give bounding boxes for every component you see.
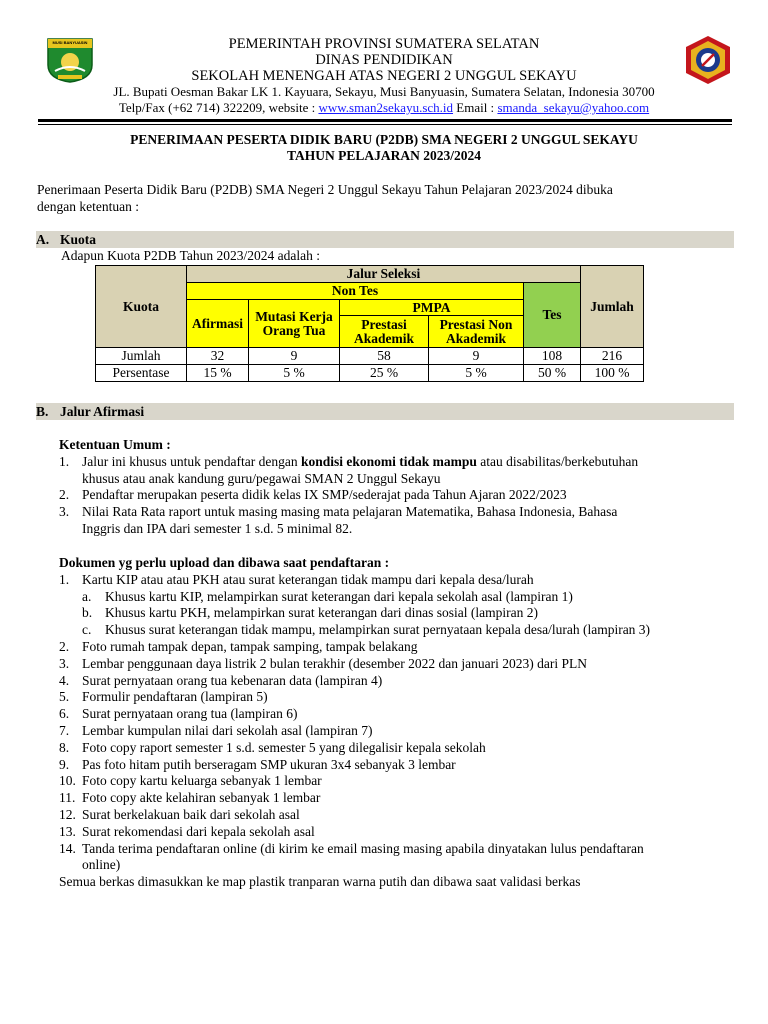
header-line-2: DINAS PENDIDIKAN <box>315 52 453 68</box>
item-number: 11. <box>59 790 76 806</box>
item-number: 6. <box>59 706 70 722</box>
list-item <box>59 605 739 622</box>
item-text: Surat berkelakuan baik dari sekolah asal <box>82 806 300 822</box>
website-link[interactable]: www.sman2sekayu.sch.id <box>318 100 454 115</box>
intro-paragraph <box>37 182 613 216</box>
afirmasi-header: Afirmasi <box>187 300 249 348</box>
pmpa-header: PMPA <box>340 300 524 316</box>
table-row <box>96 348 644 365</box>
kuota-header: Kuota <box>96 266 187 348</box>
contact-prefix: Telp/Fax (+62 714) 322209, website : <box>118 100 319 115</box>
section-a-letter: A. <box>36 232 50 247</box>
item-text: Pendaftar merupakan peserta didik kelas IX SMP/sederajat pada Tahun Ajaran 2022/2023 <box>82 487 567 503</box>
cell-prestasi-non-akademik: 5 % <box>429 365 524 382</box>
cell-afirmasi: 32 <box>187 348 249 365</box>
item-number: 10. <box>59 773 76 789</box>
left-logo-text: MUSI BANYUASIN <box>52 40 88 45</box>
item-number: 1. <box>59 571 70 587</box>
header-address: JL. Bupati Oesman Bakar LK 1. Kayuara, Sekayu, Musi Banyuasin, Sumatera Selatan, Indonesia 30700 <box>113 84 655 99</box>
dokumen-list <box>59 555 739 891</box>
prestasi-akademik-header: Prestasi Akademik <box>340 316 429 348</box>
item-number: c. <box>82 622 92 638</box>
intro-line-2: dengan ketentuan : <box>37 198 139 214</box>
list-item <box>59 639 739 656</box>
cell-mutasi: 9 <box>249 348 340 365</box>
header-rule-thin <box>38 124 732 125</box>
jalur-seleksi-header: Jalur Seleksi <box>187 266 581 283</box>
section-a-title: Kuota <box>60 232 97 247</box>
list-item <box>59 504 739 538</box>
list-item <box>59 740 739 757</box>
item-text: Lembar kumpulan nilai dari sekolah asal (lampiran 7) <box>82 722 373 738</box>
email-prefix: Email : <box>453 100 498 115</box>
item-number: 5. <box>59 689 70 705</box>
item-text: Surat pernyataan orang tua (lampiran 6) <box>82 706 298 722</box>
item-number: 3. <box>59 655 70 671</box>
list-item <box>59 706 739 723</box>
item-number: 8. <box>59 739 70 755</box>
prestasi-non-akademik-header: Prestasi Non Akademik <box>429 316 524 348</box>
item-text: Nilai Rata Rata raport untuk masing masing mata pelajaran Matematika, Bahasa Indonesia, Bahasa <box>82 504 618 520</box>
item-text: Khusus kartu KIP, melampirkan surat keterangan dari kepala sekolah asal (lampiran 1) <box>105 588 573 604</box>
cell-tes: 108 <box>524 348 581 365</box>
item-text: Surat rekomendasi dari kepala sekolah asal <box>82 823 315 839</box>
non-tes-header: Non Tes <box>187 283 524 300</box>
closing-text: Semua berkas dimasukkan ke map plastik tranparan warna putih dan dibawa saat validasi berkas <box>59 874 581 890</box>
header-rule-thick <box>38 119 732 122</box>
cell-prestasi-akademik: 25 % <box>340 365 429 382</box>
item-number: a. <box>82 588 92 604</box>
list-item <box>59 689 739 706</box>
cell-jumlah: 216 <box>581 348 644 365</box>
item-number: 2. <box>59 487 70 503</box>
item-text: Foto copy kartu keluarga sebanyak 1 lembar <box>82 773 322 789</box>
list-item <box>59 622 739 639</box>
item-text: Kartu KIP atau atau PKH atau surat keterangan tidak mampu dari kepala desa/lurah <box>82 571 534 587</box>
item-text: atau disabilitas/berkebutuhan <box>476 453 639 469</box>
row-label: Persentase <box>96 365 187 382</box>
cell-tes: 50 % <box>524 365 581 382</box>
header-line-3: SEKOLAH MENENGAH ATAS NEGERI 2 UNGGUL SEKAYU <box>191 68 577 84</box>
item-text: Foto rumah tampak depan, tampak samping, tampak belakang <box>82 638 418 654</box>
mutasi-header: Mutasi Kerja Orang Tua <box>249 300 340 348</box>
item-number: 13. <box>59 823 76 839</box>
list-item <box>59 589 739 606</box>
document-title-line-1: PENERIMAAN PESERTA DIDIK BARU (P2DB) SMA NEGERI 2 UNGGUL SEKAYU <box>130 132 638 147</box>
cell-prestasi-akademik: 58 <box>340 348 429 365</box>
item-number: b. <box>82 605 93 621</box>
list-item <box>59 773 739 790</box>
item-text: Khusus kartu PKH, melampirkan surat keterangan dari dinas sosial (lampiran 2) <box>105 605 539 621</box>
ketentuan-umum <box>59 437 739 538</box>
section-b-title: Jalur Afirmasi <box>60 404 145 419</box>
document-title-line-2: TAHUN PELAJARAN 2023/2024 <box>286 148 481 163</box>
dokumen-heading: Dokumen yg perlu upload dan dibawa saat pendaftaran : <box>59 555 390 570</box>
list-item <box>59 572 739 589</box>
section-a-subtext: Adapun Kuota P2DB Tahun 2023/2024 adalah : <box>61 248 321 263</box>
item-text: Jalur ini khusus untuk pendaftar dengan <box>82 453 301 469</box>
jumlah-col-header: Jumlah <box>581 266 644 348</box>
item-number: 12. <box>59 806 76 822</box>
section-b-letter: B. <box>36 404 49 419</box>
item-text: Formulir pendaftaran (lampiran 5) <box>82 689 268 705</box>
item-number: 7. <box>59 722 70 738</box>
item-text-line-2: online) <box>82 857 121 873</box>
item-text: Foto copy akte kelahiran sebanyak 1 lembar <box>82 790 321 806</box>
ketentuan-heading: Ketentuan Umum : <box>59 437 171 452</box>
item-text: Khusus surat keterangan tidak mampu, melampirkan surat pernyataan kepala desa/lurah (lampiran 3) <box>105 622 651 638</box>
list-item <box>59 723 739 740</box>
item-bold-text: kondisi ekonomi tidak mampu <box>300 453 477 469</box>
item-text-line-2: khusus atau anak kandung guru/pegawai SMAN 2 Unggul Sekayu <box>82 470 441 486</box>
item-number: 2. <box>59 638 70 654</box>
section-b-heading <box>36 403 734 420</box>
item-text: Foto copy raport semester 1 s.d. semester 5 yang dilegalisir kepala sekolah <box>82 739 486 755</box>
list-item <box>59 824 739 841</box>
item-number: 3. <box>59 504 70 520</box>
item-text: Lembar penggunaan daya listrik 2 bulan terakhir (desember 2022 dan januari 2023) dari PLN <box>82 655 587 671</box>
item-number: 14. <box>59 840 76 856</box>
tes-header: Tes <box>524 283 581 348</box>
header-line-1: PEMERINTAH PROVINSI SUMATERA SELATAN <box>228 36 540 52</box>
list-item <box>59 807 739 824</box>
section-a-heading <box>36 231 734 248</box>
list-item <box>59 487 739 504</box>
kuota-table <box>95 265 644 382</box>
header-contact <box>0 100 768 116</box>
cell-mutasi: 5 % <box>249 365 340 382</box>
cell-prestasi-non-akademik: 9 <box>429 348 524 365</box>
item-text-line-2: Inggris dan IPA dari semester 1 s.d. 5 minimal 82. <box>82 520 353 536</box>
list-item <box>59 656 739 673</box>
cell-jumlah: 100 % <box>581 365 644 382</box>
email-link[interactable]: smanda_sekayu@yahoo.com <box>497 100 650 115</box>
row-label: Jumlah <box>96 348 187 365</box>
list-item <box>59 673 739 690</box>
item-number: 4. <box>59 672 70 688</box>
item-number: 9. <box>59 756 70 772</box>
item-text: Surat pernyataan orang tua kebenaran data (lampiran 4) <box>82 672 383 688</box>
table-row <box>96 365 644 382</box>
list-item <box>59 757 739 774</box>
list-item <box>59 454 739 488</box>
cell-afirmasi: 15 % <box>187 365 249 382</box>
intro-line-1: Penerimaan Peserta Didik Baru (P2DB) SMA Negeri 2 Unggul Sekayu Tahun Pelajaran 2023/2024 dibuka <box>37 182 613 197</box>
item-number: 1. <box>59 453 70 469</box>
item-text: Pas foto hitam putih berseragam SMP ukuran 3x4 sebanyak 3 lembar <box>82 756 456 772</box>
list-item <box>59 841 739 875</box>
list-item <box>59 790 739 807</box>
item-text: Tanda terima pendaftaran online (di kirim ke email masing masing apabila dinyatakan lulus pendaftaran <box>82 840 644 856</box>
